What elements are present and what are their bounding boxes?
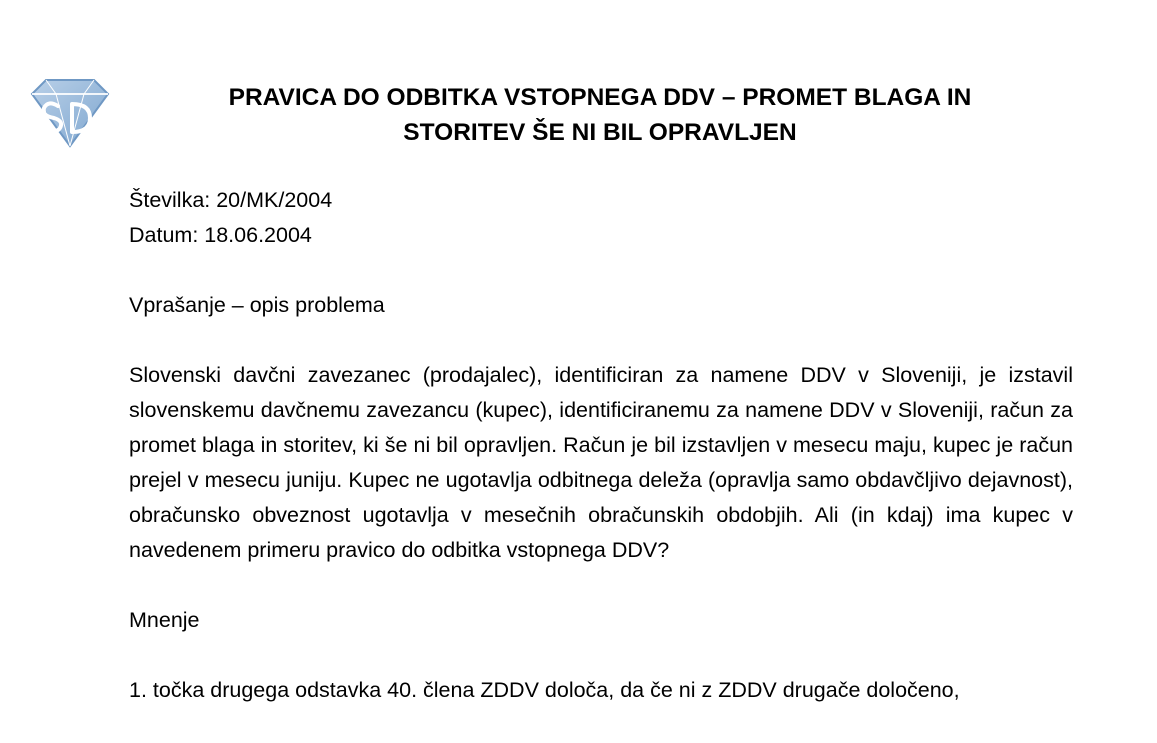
document-title-line-1: PRAVICA DO ODBITKA VSTOPNEGA DDV – PROMET BLAGA IN bbox=[228, 84, 972, 111]
spacer bbox=[129, 638, 1073, 673]
document-title-line-2: STORITEV ŠE NI BIL OPRAVLJEN bbox=[403, 119, 797, 146]
opinion-paragraph: 1. točka drugega odstavka 40. člena ZDDV določa, da če ni z ZDDV drugače določeno, bbox=[129, 678, 960, 702]
spacer bbox=[129, 253, 1073, 288]
document-date: Datum: 18.06.2004 bbox=[129, 223, 312, 247]
question-heading: Vprašanje – opis problema bbox=[129, 293, 385, 317]
opinion-heading: Mnenje bbox=[129, 608, 200, 632]
logo-diamond-icon bbox=[28, 76, 112, 150]
document-title bbox=[130, 80, 1070, 150]
question-paragraph: Slovenski davčni zavezanec (prodajalec), identificiran za namene DDV v Sloveniji, je izstavil slovenskemu davčnemu zavezancu (kupec), identificiranemu za namene DDV v Sloveniji, račun za promet blaga in storitev, ki še ni bil opravljen. Račun je bil izstavljen v mesecu maju, kupec je račun prejel v mesecu juniju. Kupec ne ugotavlja odbitnega deleža (opravlja samo obdavčljivo dejavnost), obračunsko obveznost ugotavlja v mesečnih obračunskih obdobjih. Ali (in kdaj) ima kupec v navedenem primeru pravico do odbitka vstopnega DDV? bbox=[129, 363, 1073, 562]
document-body bbox=[129, 183, 1073, 708]
spacer bbox=[129, 323, 1073, 358]
spacer bbox=[129, 568, 1073, 603]
document-number: Številka: 20/MK/2004 bbox=[129, 188, 333, 212]
